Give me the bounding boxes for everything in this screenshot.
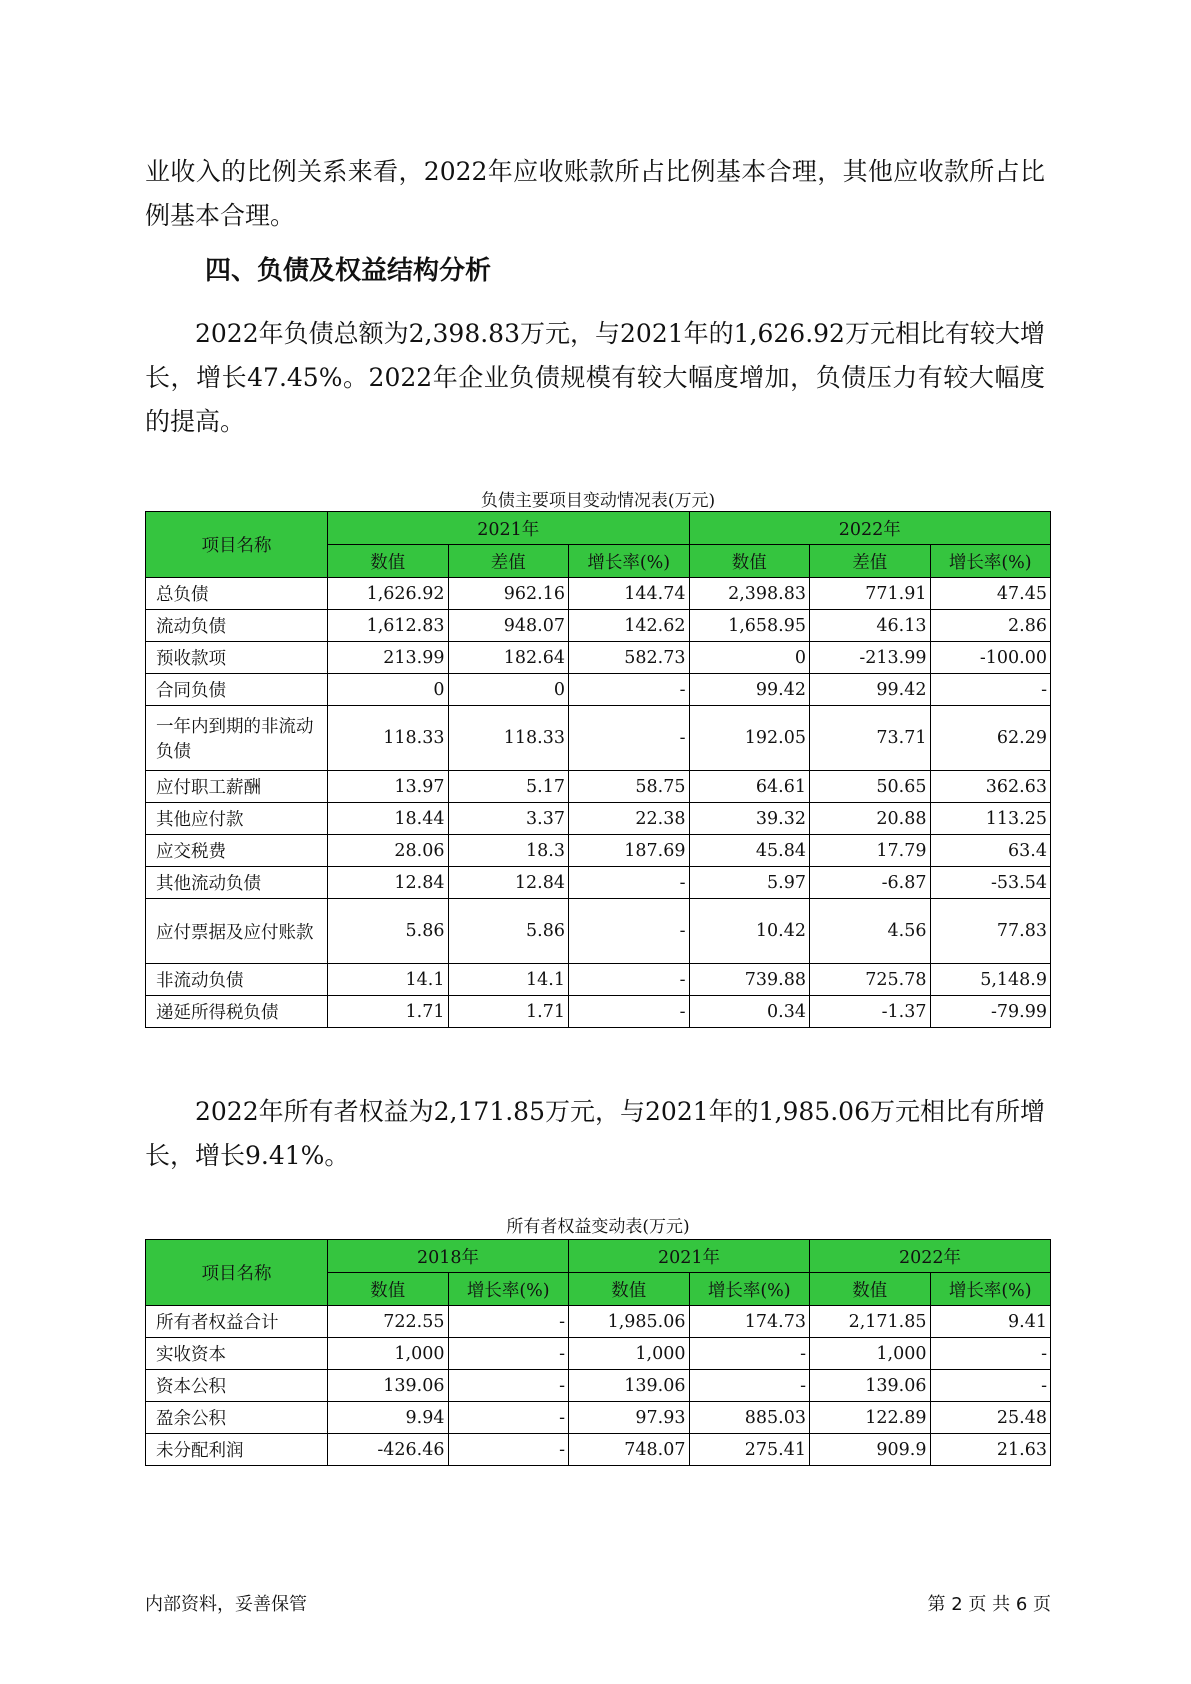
table-row: [146, 803, 1051, 835]
row-label: 所有者权益合计: [146, 1306, 328, 1338]
table-cell: 9.41: [930, 1306, 1051, 1338]
table-row: [146, 642, 1051, 674]
table-cell: 962.16: [448, 578, 569, 610]
year-header: 2021年: [569, 1240, 810, 1273]
table-cell: 1,000: [810, 1338, 931, 1370]
table-cell: 275.41: [689, 1434, 810, 1466]
table-cell: 1,000: [569, 1338, 690, 1370]
table-cell: 12.84: [328, 867, 449, 899]
table-cell: -: [930, 1338, 1051, 1370]
table-cell: 0: [328, 674, 449, 706]
table-cell: 0: [689, 642, 810, 674]
table-cell: 5.86: [328, 899, 449, 964]
table-cell: -53.54: [930, 867, 1051, 899]
table-cell: 62.29: [930, 706, 1051, 771]
sub-header: 增长率(%): [569, 545, 690, 578]
table-cell: 1,626.92: [328, 578, 449, 610]
row-label: 其他流动负债: [146, 867, 328, 899]
table-cell: 0.34: [689, 996, 810, 1028]
row-label: 实收资本: [146, 1338, 328, 1370]
table-row: [146, 1370, 1051, 1402]
sub-header: 数值: [689, 545, 810, 578]
sub-header: 数值: [328, 545, 449, 578]
table-cell: 139.06: [569, 1370, 690, 1402]
row-label: 应付职工薪酬: [146, 771, 328, 803]
table-cell: 20.88: [810, 803, 931, 835]
table-cell: 187.69: [569, 835, 690, 867]
row-label: 应付票据及应付账款: [146, 899, 328, 964]
table-cell: 22.38: [569, 803, 690, 835]
table-row: [146, 1402, 1051, 1434]
year-header: 2022年: [689, 512, 1051, 545]
row-label: 预收款项: [146, 642, 328, 674]
table-cell: 2.86: [930, 610, 1051, 642]
table-cell: -: [448, 1370, 569, 1402]
table-cell: 2,398.83: [689, 578, 810, 610]
table-cell: 118.33: [448, 706, 569, 771]
table-cell: 182.64: [448, 642, 569, 674]
table-cell: 25.48: [930, 1402, 1051, 1434]
table-cell: 9.94: [328, 1402, 449, 1434]
paragraph-liabilities: 2022年负债总额为2,398.83万元，与2021年的1,626.92万元相比有较大增长，增长47.45%。2022年企业负债规模有较大幅度增加，负债压力有较大幅度的提高。: [145, 319, 1045, 436]
table-cell: 10.42: [689, 899, 810, 964]
table-cell: 64.61: [689, 771, 810, 803]
table-cell: 46.13: [810, 610, 931, 642]
table-row: [146, 771, 1051, 803]
table-cell: -: [689, 1338, 810, 1370]
table-cell: 1,985.06: [569, 1306, 690, 1338]
table-cell: 122.89: [810, 1402, 931, 1434]
table-cell: -: [448, 1306, 569, 1338]
table-cell: 885.03: [689, 1402, 810, 1434]
table-cell: -: [569, 899, 690, 964]
table-row: [146, 674, 1051, 706]
row-label: 一年内到期的非流动负债: [146, 706, 328, 771]
row-label: 总负债: [146, 578, 328, 610]
table-cell: 99.42: [689, 674, 810, 706]
table-cell: 4.56: [810, 899, 931, 964]
sub-header: 增长率(%): [689, 1273, 810, 1306]
table-cell: -426.46: [328, 1434, 449, 1466]
table-cell: 77.83: [930, 899, 1051, 964]
table-cell: 1,612.83: [328, 610, 449, 642]
sub-header: 差值: [810, 545, 931, 578]
table-cell: 1.71: [448, 996, 569, 1028]
sub-header: 增长率(%): [930, 545, 1051, 578]
table-cell: -: [448, 1402, 569, 1434]
item-header: 项目名称: [146, 512, 328, 578]
row-label: 资本公积: [146, 1370, 328, 1402]
paragraph-equity: 2022年所有者权益为2,171.85万元，与2021年的1,985.06万元相比有所增长，增长9.41%。: [145, 1097, 1045, 1170]
table-cell: 739.88: [689, 964, 810, 996]
table-cell: 174.73: [689, 1306, 810, 1338]
table-row: [146, 899, 1051, 964]
table-cell: 722.55: [328, 1306, 449, 1338]
table-cell: -: [569, 867, 690, 899]
liability-table-caption: 负债主要项目变动情况表(万元): [480, 491, 716, 511]
table-row: [146, 578, 1051, 610]
footer-confidential-note: 内部资料，妥善保管: [145, 1594, 307, 1615]
table-cell: 213.99: [328, 642, 449, 674]
year-header: 2021年: [328, 512, 690, 545]
table-cell: 18.44: [328, 803, 449, 835]
table-cell: 97.93: [569, 1402, 690, 1434]
table-cell: 47.45: [930, 578, 1051, 610]
table-cell: -1.37: [810, 996, 931, 1028]
sub-header: 增长率(%): [930, 1273, 1051, 1306]
table-cell: 5.86: [448, 899, 569, 964]
table-cell: -: [448, 1434, 569, 1466]
table-cell: -: [569, 996, 690, 1028]
section-heading: 四、负债及权益结构分析: [205, 256, 492, 286]
table-cell: 748.07: [569, 1434, 690, 1466]
table-cell: 14.1: [448, 964, 569, 996]
table-cell: 0: [448, 674, 569, 706]
table-row: [146, 1306, 1051, 1338]
sub-header: 数值: [810, 1273, 931, 1306]
row-label: 应交税费: [146, 835, 328, 867]
table-cell: 5,148.9: [930, 964, 1051, 996]
table-cell: 17.79: [810, 835, 931, 867]
row-label: 盈余公积: [146, 1402, 328, 1434]
table-cell: 582.73: [569, 642, 690, 674]
table-row: [146, 835, 1051, 867]
table-cell: -: [930, 674, 1051, 706]
table-cell: 771.91: [810, 578, 931, 610]
table-cell: -100.00: [930, 642, 1051, 674]
table-cell: -: [930, 1370, 1051, 1402]
table-cell: -79.99: [930, 996, 1051, 1028]
year-header: 2018年: [328, 1240, 569, 1273]
paragraph-receivables: 业收入的比例关系来看，2022年应收账款所占比例基本合理，其他应收款所占比例基本合理。: [145, 157, 1045, 230]
table-cell: 63.4: [930, 835, 1051, 867]
table-row: [146, 964, 1051, 996]
table-row: [146, 996, 1051, 1028]
table-cell: 1,000: [328, 1338, 449, 1370]
table-cell: 362.63: [930, 771, 1051, 803]
table-cell: -: [689, 1370, 810, 1402]
table-cell: 13.97: [328, 771, 449, 803]
table-cell: 14.1: [328, 964, 449, 996]
table-cell: 18.3: [448, 835, 569, 867]
table-cell: 5.17: [448, 771, 569, 803]
row-label: 流动负债: [146, 610, 328, 642]
liability-table: [145, 511, 1051, 1028]
table-cell: 909.9: [810, 1434, 931, 1466]
table-cell: 142.62: [569, 610, 690, 642]
sub-header: 差值: [448, 545, 569, 578]
row-label: 未分配利润: [146, 1434, 328, 1466]
table-cell: 50.65: [810, 771, 931, 803]
table-cell: 118.33: [328, 706, 449, 771]
table-cell: 45.84: [689, 835, 810, 867]
table-cell: 1,658.95: [689, 610, 810, 642]
table-cell: 725.78: [810, 964, 931, 996]
table-cell: 3.37: [448, 803, 569, 835]
table-row: [146, 1338, 1051, 1370]
table-cell: -: [569, 674, 690, 706]
footer-page-number: 第 2 页 共 6 页: [927, 1594, 1051, 1615]
equity-table: [145, 1239, 1051, 1466]
row-label: 其他应付款: [146, 803, 328, 835]
table-cell: 139.06: [328, 1370, 449, 1402]
table-cell: 73.71: [810, 706, 931, 771]
table-row: [146, 610, 1051, 642]
row-label: 递延所得税负债: [146, 996, 328, 1028]
sub-header: 数值: [328, 1273, 449, 1306]
table-cell: 58.75: [569, 771, 690, 803]
table-cell: 12.84: [448, 867, 569, 899]
table-cell: 5.97: [689, 867, 810, 899]
table-cell: 99.42: [810, 674, 931, 706]
table-cell: -: [569, 964, 690, 996]
sub-header: 数值: [569, 1273, 690, 1306]
row-label: 合同负债: [146, 674, 328, 706]
table-cell: 192.05: [689, 706, 810, 771]
row-label: 非流动负债: [146, 964, 328, 996]
table-cell: -: [448, 1338, 569, 1370]
table-cell: 139.06: [810, 1370, 931, 1402]
sub-header: 增长率(%): [448, 1273, 569, 1306]
table-cell: 1.71: [328, 996, 449, 1028]
table-cell: 2,171.85: [810, 1306, 931, 1338]
table-cell: 144.74: [569, 578, 690, 610]
year-header: 2022年: [810, 1240, 1051, 1273]
table-cell: 113.25: [930, 803, 1051, 835]
table-cell: -213.99: [810, 642, 931, 674]
equity-table-caption: 所有者权益变动表(万元): [506, 1217, 690, 1237]
table-row: [146, 706, 1051, 771]
table-row: [146, 1434, 1051, 1466]
table-cell: 28.06: [328, 835, 449, 867]
table-cell: 39.32: [689, 803, 810, 835]
table-cell: 948.07: [448, 610, 569, 642]
item-header: 项目名称: [146, 1240, 328, 1306]
table-cell: -6.87: [810, 867, 931, 899]
table-cell: -: [569, 706, 690, 771]
table-cell: 21.63: [930, 1434, 1051, 1466]
table-row: [146, 867, 1051, 899]
